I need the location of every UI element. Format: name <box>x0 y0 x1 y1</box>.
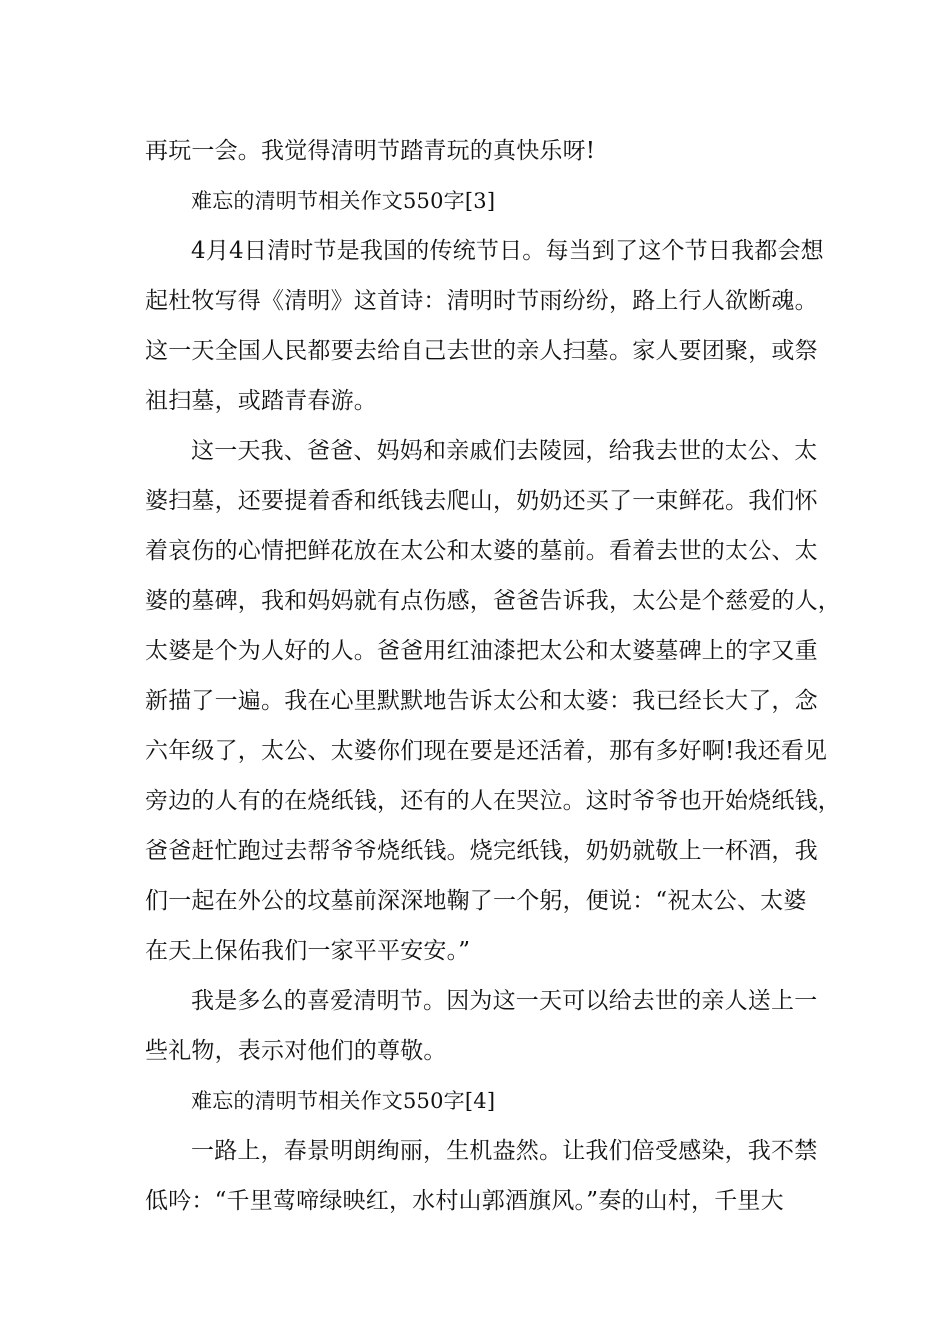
text-line: 祖扫墓，或踏青春游。 <box>145 388 377 414</box>
section-heading: 难忘的清明节相关作文550字[3] <box>191 189 496 213</box>
text-line: 们一起在外公的坟墓前深深地鞠了一个躬，便说：“祝太公、太婆 <box>145 888 807 914</box>
text-line: 一路上，春景明朗绚丽，生机盎然。让我们倍受感染，我不禁 <box>191 1138 818 1164</box>
text-line: 爸爸赶忙跑过去帮爷爷烧纸钱。烧完纸钱，奶奶就敬上一杯酒，我 <box>145 838 818 864</box>
text-line: 婆的墓碑，我和妈妈就有点伤感，爸爸告诉我，太公是个慈爱的人， <box>145 588 841 614</box>
text-line: 六年级了，太公、太婆你们现在要是还活着，那有多好啊!我还看见 <box>145 738 828 764</box>
text-line: 4月4日清时节是我国的传统节日。每当到了这个节日我都会想 <box>191 238 824 264</box>
text-line: 新描了一遍。我在心里默默地告诉太公和太婆：我已经长大了，念 <box>145 688 818 714</box>
text-line: 着哀伤的心情把鲜花放在太公和太婆的墓前。看着去世的太公、太 <box>145 538 818 564</box>
text-line: 太婆是个为人好的人。爸爸用红油漆把太公和太婆墓碑上的字又重 <box>145 638 818 664</box>
text-line: 婆扫墓，还要提着香和纸钱去爬山，奶奶还买了一束鲜花。我们怀 <box>145 488 818 514</box>
text-line: 这一天全国人民都要去给自己去世的亲人扫墓。家人要团聚，或祭 <box>145 338 818 364</box>
text-line: 我是多么的喜爱清明节。因为这一天可以给去世的亲人送上一 <box>191 988 818 1014</box>
text-line: 些礼物，表示对他们的尊敬。 <box>145 1038 447 1064</box>
text-line: 起杜牧写得《清明》这首诗：清明时节雨纷纷，路上行人欲断魂。 <box>145 288 818 314</box>
text-line: 低吟：“千里莺啼绿映红，水村山郭酒旗风。”奏的山村，千里大 <box>145 1188 784 1214</box>
section-heading: 难忘的清明节相关作文550字[4] <box>191 1089 496 1113</box>
text-line: 再玩一会。我觉得清明节踏青玩的真快乐呀! <box>145 138 596 164</box>
text-line: 这一天我、爸爸、妈妈和亲戚们去陵园，给我去世的太公、太 <box>191 438 818 464</box>
text-line: 旁边的人有的在烧纸钱，还有的人在哭泣。这时爷爷也开始烧纸钱， <box>145 788 841 814</box>
text-line: 在天上保佑我们一家平平安安。” <box>145 938 471 964</box>
